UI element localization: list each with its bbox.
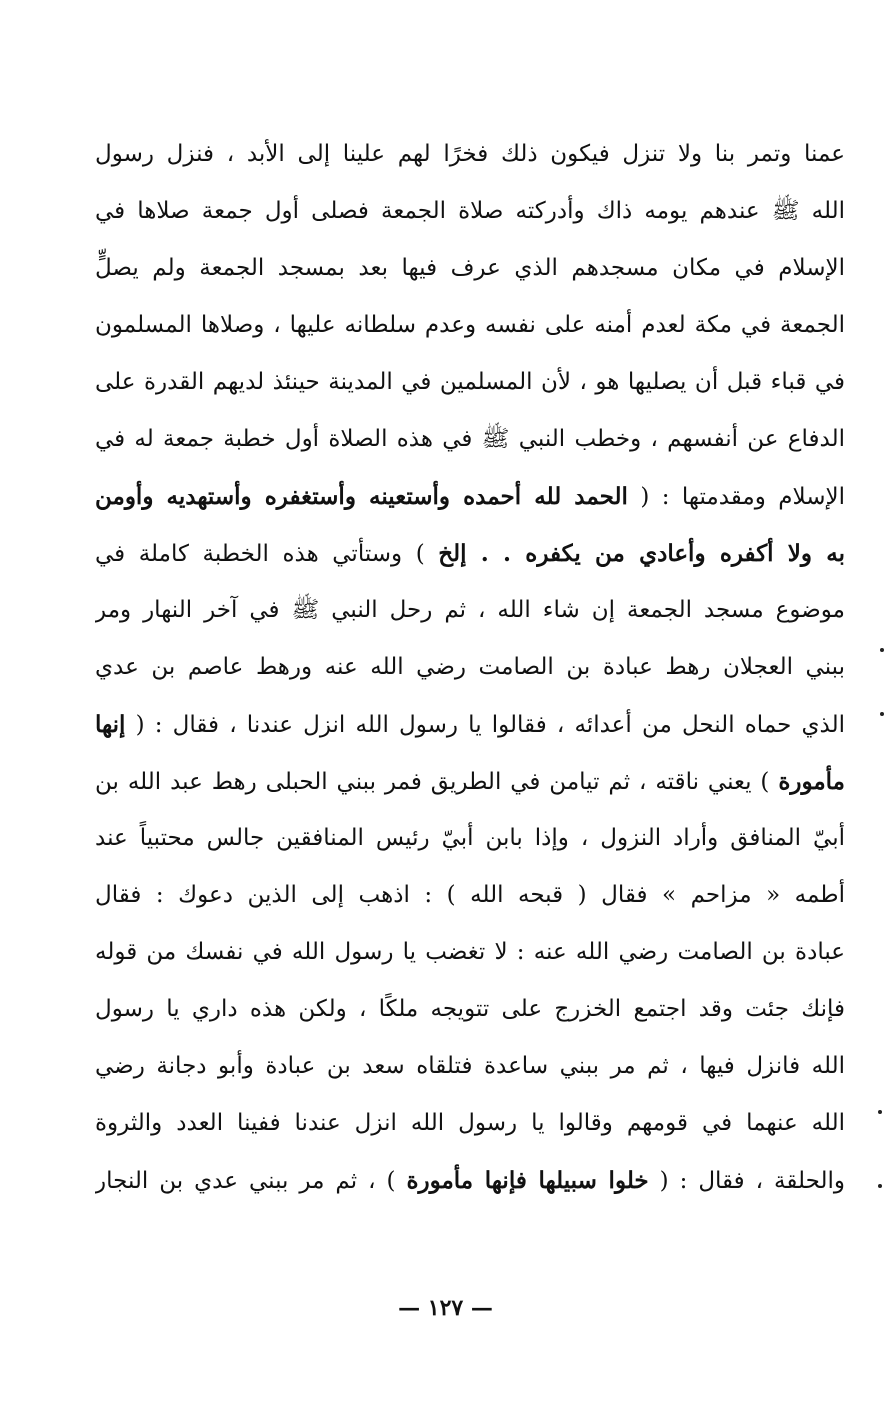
text-line-16: فإنك جئت وقد اجتمع الخزرج على تتويجه ملكًا ، ولكن هذه داري يا رسول — [95, 996, 845, 1022]
body-text — [95, 126, 845, 1209]
text-line-12 — [95, 753, 845, 810]
text-line-5: في قباء قبل أن يصليها هو ، لأن المسلمين في المدينة حينئذ لديهم القدرة على — [95, 369, 845, 395]
text-line-14: أطمه « مزاحم » فقال ( قبحه الله ) : اذهب إلى الذين دعوك : فقال — [95, 882, 845, 908]
text-line-8-bold: به ولا أكفره وأعادي من يكفره . . إلخ — [438, 540, 845, 567]
text-line-11 — [95, 696, 845, 753]
text-line-4: الجمعة في مكة لعدم أمنه على نفسه وعدم سلطانه عليها ، وصلاها المسلمون — [95, 312, 845, 338]
margin-dot — [878, 1110, 882, 1114]
text-line-19-bold: خلوا سبيلها فإنها مأمورة — [406, 1167, 649, 1194]
text-line-12-bold: مأمورة — [778, 768, 845, 795]
text-line-12-plain: ) يعني ناقته ، ثم تيامن في الطريق فمر ببني الحبلى رهط عبد الله بن — [95, 769, 779, 795]
text-line-10: ببني العجلان رهط عبادة بن الصامت رضي الله عنه ورهط عاصم بن عدي — [95, 654, 845, 680]
text-line-2: الله ﷺ عندهم يومه ذاك وأدركته صلاة الجمعة فصلى أول جمعة صلاها في — [95, 198, 845, 224]
text-line-3: الإسلام في مكان مسجدهم الذي عرف فيها بعد بمسجد الجمعة ولم يصلٍّ — [95, 255, 845, 281]
text-line-9: موضوع مسجد الجمعة إن شاء الله ، ثم رحل النبي ﷺ في آخر النهار ومر — [95, 597, 845, 623]
text-line-19 — [95, 1152, 845, 1209]
text-line-6: الدفاع عن أنفسهم ، وخطب النبي ﷺ في هذه الصلاة أول خطبة جمعة له في — [95, 426, 845, 452]
text-line-19-plain-end: ) ، ثم مر ببني عدي بن النجار — [95, 1168, 407, 1194]
margin-dot — [878, 1184, 882, 1188]
text-line-7-bold: الحمد لله أحمده وأستعينه وأستغفره وأستهديه وأومن — [95, 483, 628, 510]
margin-dot — [880, 648, 884, 652]
text-line-7 — [95, 468, 845, 525]
text-line-8-plain: ) وستأتي هذه الخطبة كاملة في — [95, 541, 439, 567]
text-line-17: الله فانزل فيها ، ثم مر ببني ساعدة فتلقاه سعد بن عبادة وأبو دجانة رضي — [95, 1053, 845, 1079]
text-line-11-bold: إنها — [95, 711, 126, 738]
text-line-1: عمنا وتمر بنا ولا تنزل فيكون ذلك فخرًا لهم علينا إلى الأبد ، فنزل رسول — [95, 141, 845, 167]
text-line-8 — [95, 525, 845, 582]
text-line-19-plain-start: والحلقة ، فقال : ( — [648, 1168, 845, 1194]
text-line-18: الله عنهما في قومهم وقالوا يا رسول الله انزل عندنا ففينا العدد والثروة — [95, 1110, 845, 1136]
text-line-7-plain: الإسلام ومقدمتها : ( — [627, 484, 845, 510]
page-number: — ١٢٧ — — [398, 1295, 493, 1321]
text-line-15: عبادة بن الصامت رضي الله عنه : لا تغضب يا رسول الله في نفسك من قوله — [95, 939, 845, 965]
margin-dot — [880, 712, 884, 716]
text-line-13: أبيّ المنافق وأراد النزول ، وإذا بابن أبيّ رئيس المنافقين جالس محتبياً عند — [95, 825, 845, 851]
text-line-11-plain: الذي حماه النحل من أعدائه ، فقالوا يا رسول الله انزل عندنا ، فقال : ( — [125, 712, 845, 738]
